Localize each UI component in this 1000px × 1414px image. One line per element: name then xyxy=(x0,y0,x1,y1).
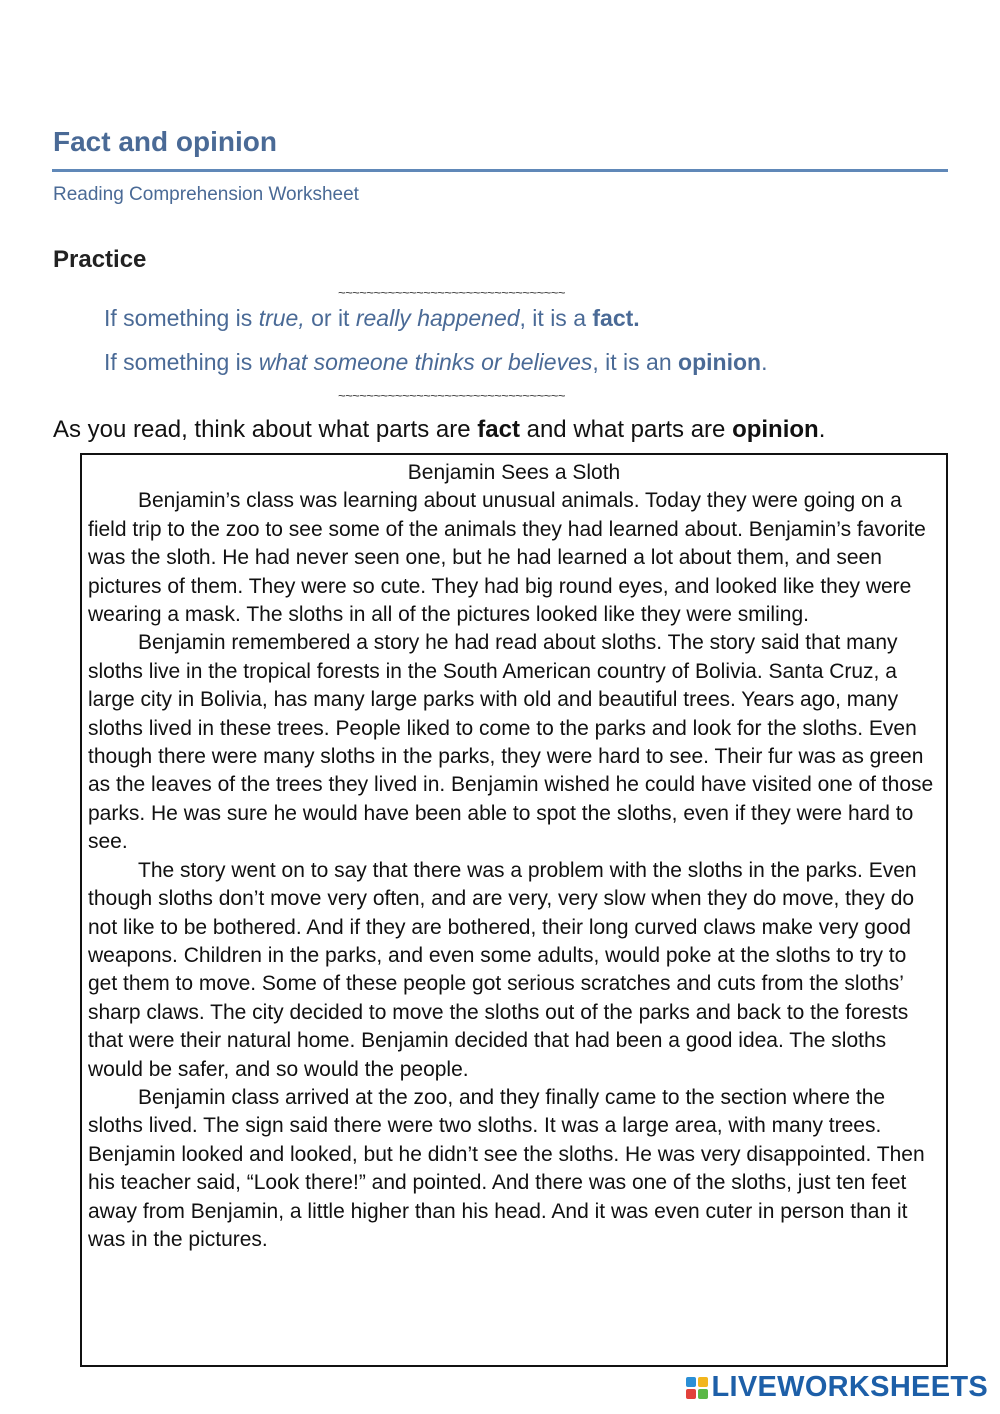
story-title: Benjamin Sees a Sloth xyxy=(407,461,621,484)
title-divider xyxy=(52,169,948,172)
tilde-divider-bottom: ~~~~~~~~~~~~~~~~~~~~~~~~~~~~~~~~ xyxy=(338,389,565,402)
fact-definition xyxy=(104,305,640,332)
logo-square-2 xyxy=(698,1377,708,1387)
story-paragraph-3: The story went on to say that there was a problem with the sloths in the parks. Even though sloths don’t move very often, and are very, very slow when they do move, they do not like to be bothered. And if they are bothered, their long curved claws make very good weapons. Children in the parks, and even some adults, would poke at the sloths to try to get them to move. Some of these people got serious scratches and cuts from the sloths’ sharp claws. The city decided to move the sloths out of the parks and back to the forests that were their natural home. Benjamin decided that had been a good idea. The sloths would be safer, and so would the people. xyxy=(88,858,917,1081)
fact-definition-prefix: If something is xyxy=(104,305,259,331)
tilde-divider-top: ~~~~~~~~~~~~~~~~~~~~~~~~~~~~~~~~ xyxy=(338,286,565,299)
instruction-prefix: As you read, think about what parts are xyxy=(53,416,478,443)
worksheet-subtitle: Reading Comprehension Worksheet xyxy=(53,184,359,205)
opinion-term: opinion xyxy=(678,349,762,375)
story-paragraph-2: Benjamin remembered a story he had read about sloths. The story said that many sloths live in the tropical forests in the South American country of Bolivia. Santa Cruz, a large city in Bolivia, has many large parks with old and beautiful trees. Years ago, many sloths lived in these trees. People liked to come to the parks and look for the sloths. Even though there were many sloths in the parks, they were hard to see. Their fur was as green as the leaves of the trees they lived in. Benjamin wished he could have visited one of those parks. He was sure he would have been able to spot the sloths, even if they were hard to see. xyxy=(88,631,934,854)
instruction-fact-term: fact xyxy=(477,416,520,443)
opinion-definition-end: . xyxy=(761,349,768,375)
fact-definition-emphasis-true: true, xyxy=(258,305,305,331)
instruction-end: . xyxy=(818,416,826,443)
logo-text: LIVEWORKSHEETS xyxy=(711,1371,988,1403)
story-paragraph-1: Benjamin’s class was learning about unusual animals. Today they were going on a field trip to the zoo to see some of the animals they had learned about. Benjamin’s favorite was the sloth. He had never seen one, but he had learned a lot about them, and seen pictures of them. They were so cute. They had big round eyes, and looked like they were wearing a mask. The sloths in all of the pictures looked like they were smiling. xyxy=(88,489,926,627)
logo-square-4 xyxy=(698,1389,708,1399)
reading-instruction xyxy=(53,416,825,444)
instruction-middle: and what parts are xyxy=(519,416,733,443)
story-paragraph-4: Benjamin class arrived at the zoo, and they finally came to the section where the sloths lived. The sign said there were two sloths. It was a large area, with many trees. Benjamin looked and looked, but he didn’t see the sloths. He was very disappointed. Then his teacher said, “Look there!” and pointed. And there was one of the sloths, just ten feet away from Benjamin, a little higher than his head. And it was even cuter in person than it was in the pictures. xyxy=(88,1085,925,1251)
instruction-opinion-term: opinion xyxy=(732,416,819,443)
liveworksheets-logo[interactable] xyxy=(686,1371,989,1404)
fact-term: fact. xyxy=(592,305,640,331)
opinion-definition-emphasis: what someone thinks or believes xyxy=(258,349,593,375)
opinion-definition-suffix: , it is an xyxy=(592,349,679,375)
fact-definition-suffix: , it is a xyxy=(519,305,593,331)
logo-square-3 xyxy=(686,1389,696,1399)
fact-definition-middle: or it xyxy=(304,305,356,331)
practice-heading: Practice xyxy=(53,246,147,273)
worksheet-title: Fact and opinion xyxy=(53,126,277,157)
fact-definition-emphasis-happened: really happened xyxy=(355,305,520,331)
liveworksheets-logo-icon xyxy=(686,1377,708,1399)
opinion-definition xyxy=(104,349,767,376)
opinion-definition-prefix: If something is xyxy=(104,349,259,375)
logo-square-1 xyxy=(686,1377,696,1387)
story-box xyxy=(80,453,948,1367)
